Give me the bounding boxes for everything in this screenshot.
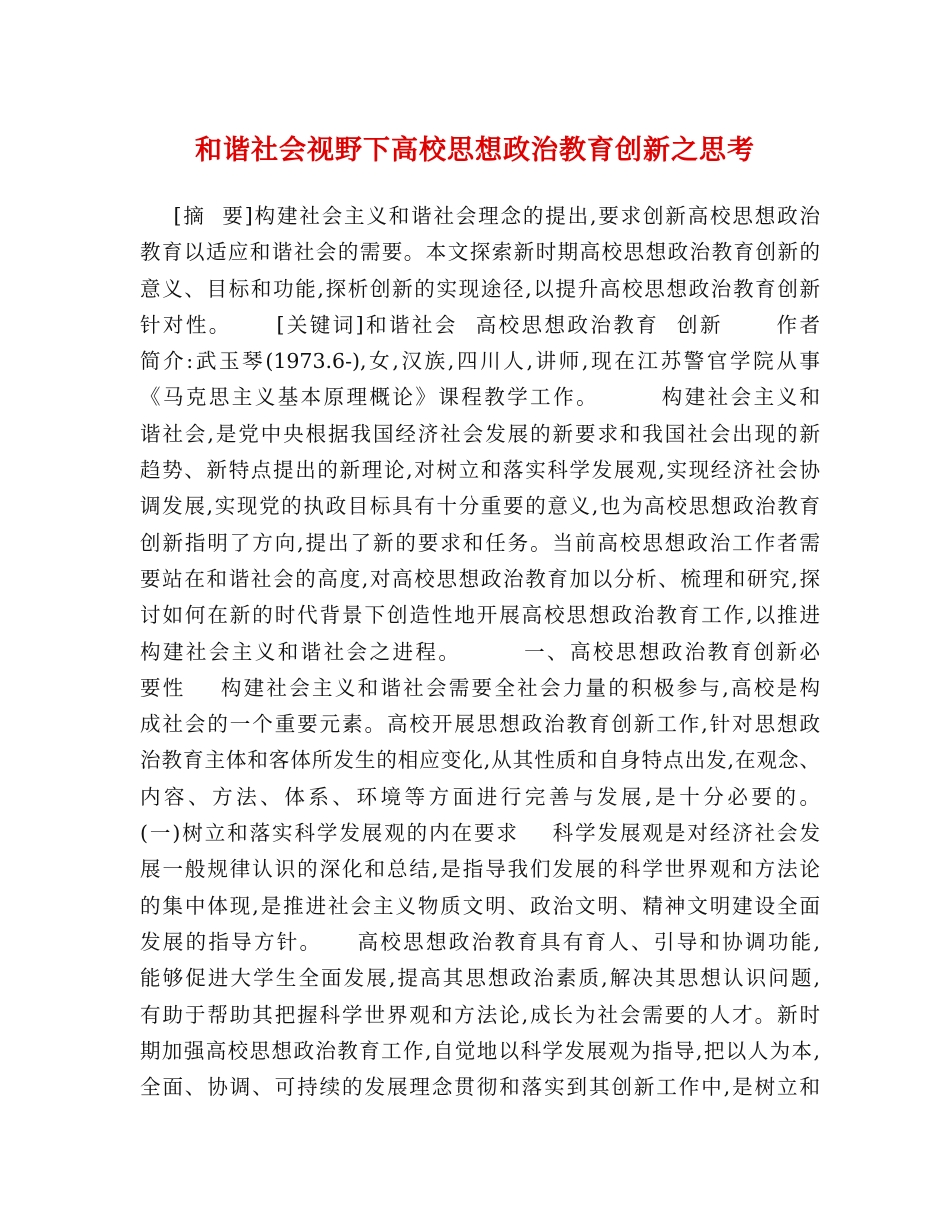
text-line: 成社会的一个重要元素。高校开展思想政治教育创新工作,针对思想政: [140, 712, 820, 737]
text-line: 意义、目标和功能,探析创新的实现途径,以提升高校思想政治教育创新: [140, 276, 820, 301]
text-line: 讨如何在新的时代背景下创造性地开展高校思想政治教育工作,以推进: [140, 603, 820, 628]
text-line: 谐社会,是党中央根据我国经济社会发展的新要求和我国社会出现的新: [140, 421, 820, 446]
text-line: 简介:武玉琴(1973.6-),女,汉族,四川人,讲师,现在江苏警官学院从事: [140, 349, 820, 374]
document-body: [140, 198, 820, 1105]
text-line: 期加强高校思想政治教育工作,自觉地以科学发展观为指导,把以人为本,: [140, 1038, 820, 1063]
document-title: 和谐社会视野下高校思想政治教育创新之思考: [195, 135, 755, 166]
text-line: 趋势、新特点提出的新理论,对树立和落实科学发展观,实现经济社会协: [140, 458, 820, 483]
text-line: 全面、协调、可持续的发展理念贯彻和落实到其创新工作中,是树立和: [140, 1075, 820, 1100]
text-line: 调发展,实现党的执政目标具有十分重要的意义,也为高校思想政治教育: [140, 494, 820, 519]
text-line: 有助于帮助其把握科学世界观和方法论,成长为社会需要的人才。新时: [140, 1002, 820, 1027]
text-line: 能够促进大学生全面发展,提高其思想政治素质,解决其思想认识问题,: [140, 966, 820, 991]
text-line: (一)树立和落实科学发展观的内在要求 科学发展观是对经济社会发: [140, 821, 820, 846]
text-line: 要性 构建社会主义和谐社会需要全社会力量的积极参与,高校是构: [140, 675, 820, 700]
text-line: 展一般规律认识的深化和总结,是指导我们发展的科学世界观和方法论: [140, 857, 820, 882]
text-line: 教育以适应和谐社会的需要。本文探索新时期高校思想政治教育创新的: [140, 240, 820, 265]
text-line: 创新指明了方向,提出了新的要求和任务。当前高校思想政治工作者需: [140, 530, 820, 555]
text-line: 针对性。 [关键词]和谐社会 高校思想政治教育 创新 作者: [140, 312, 820, 337]
text-line: 构建社会主义和谐社会之进程。 一、高校思想政治教育创新必: [140, 639, 820, 664]
text-line: 治教育主体和客体所发生的相应变化,从其性质和自身特点出发,在观念、: [140, 748, 820, 773]
text-line: 的集中体现,是推进社会主义物质文明、政治文明、精神文明建设全面: [140, 893, 820, 918]
text-line: [摘 要]构建社会主义和谐社会理念的提出,要求创新高校思想政治: [140, 204, 820, 228]
text-line: 内容、方法、体系、环境等方面进行完善与发展,是十分必要的。: [140, 784, 820, 809]
text-line: 《马克思主义基本原理概论》课程教学工作。 构建社会主义和: [140, 385, 820, 410]
text-line: 发展的指导方针。 高校思想政治教育具有育人、引导和协调功能,: [140, 929, 820, 954]
text-line: 要站在和谐社会的高度,对高校思想政治教育加以分析、梳理和研究,探: [140, 566, 820, 591]
